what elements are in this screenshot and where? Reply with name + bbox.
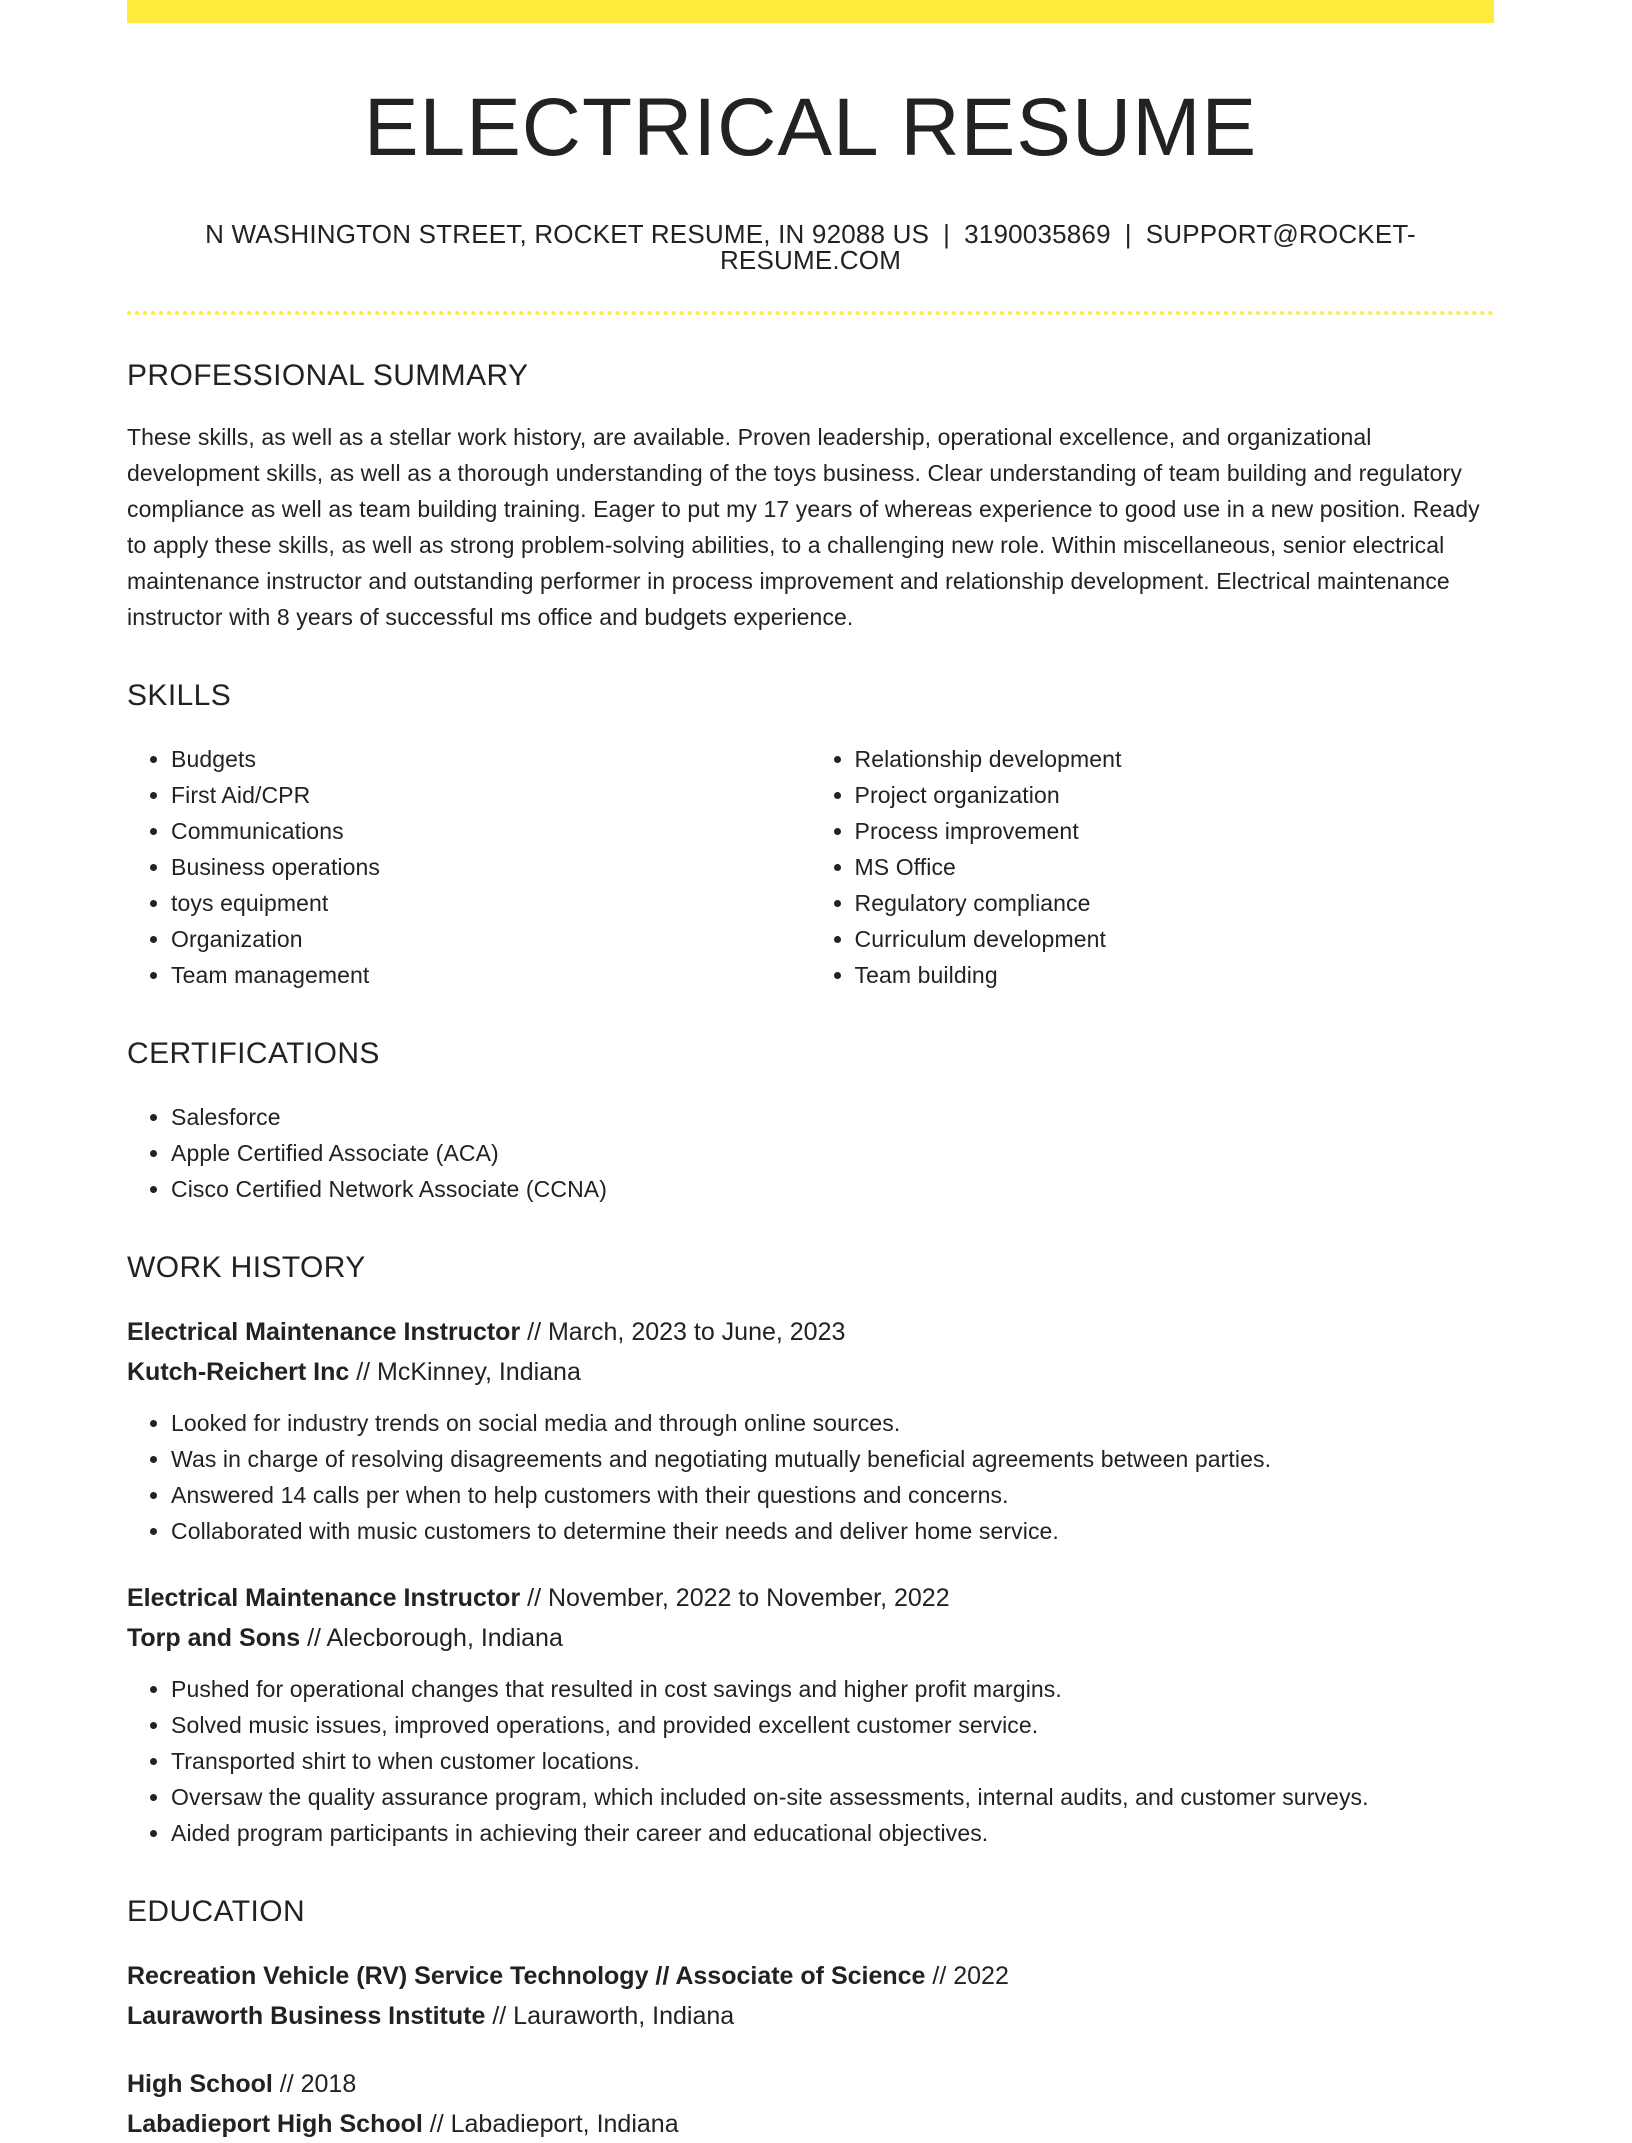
skill-item: • MS Office bbox=[855, 849, 1495, 885]
education-location: // Labadieport, Indiana bbox=[422, 2110, 679, 2138]
job-company-line bbox=[127, 1353, 1494, 1391]
top-accent-bar bbox=[127, 0, 1494, 23]
job-bullet: • Pushed for operational changes that resulted in cost savings and higher profit margins. bbox=[171, 1671, 1494, 1707]
education-location: // Lauraworth, Indiana bbox=[485, 2002, 735, 2030]
education-degree: Recreation Vehicle (RV) Service Technology // Associate of Science bbox=[127, 1962, 926, 1990]
job-title: Electrical Maintenance Instructor bbox=[127, 1584, 521, 1612]
education-school: Labadieport High School bbox=[127, 2110, 423, 2138]
education-year: // 2018 bbox=[272, 2070, 357, 2098]
skill-item: • Team building bbox=[855, 957, 1495, 993]
skill-item: • Organization bbox=[171, 921, 811, 957]
job-bullet: • Answered 14 calls per when to help customers with their questions and concerns. bbox=[171, 1477, 1494, 1513]
education-entry bbox=[127, 2065, 1494, 2143]
job-location: // McKinney, Indiana bbox=[349, 1358, 581, 1386]
work-history-heading: WORK HISTORY bbox=[127, 1251, 366, 1284]
skill-item: • Budgets bbox=[171, 741, 811, 777]
job-bullet: • Collaborated with music customers to determine their needs and deliver home service. bbox=[171, 1513, 1494, 1549]
certification-item: • Apple Certified Associate (ACA) bbox=[171, 1135, 1494, 1171]
separator: | bbox=[1124, 219, 1132, 249]
dotted-divider bbox=[127, 311, 1494, 315]
phone: 3190035869 bbox=[964, 219, 1111, 249]
job-company: Torp and Sons bbox=[127, 1624, 301, 1652]
job-company-line bbox=[127, 1619, 1494, 1657]
skill-item: • Business operations bbox=[171, 849, 811, 885]
separator: | bbox=[943, 219, 951, 249]
job-company: Kutch-Reichert Inc bbox=[127, 1358, 350, 1386]
contact-line bbox=[127, 221, 1494, 273]
skill-item: • Regulatory compliance bbox=[855, 885, 1495, 921]
job-entry bbox=[127, 1313, 1494, 1549]
job-location: // Alecborough, Indiana bbox=[300, 1624, 563, 1652]
job-bullet: • Was in charge of resolving disagreements and negotiating mutually beneficial agreements between parties. bbox=[171, 1441, 1494, 1477]
skills-heading: SKILLS bbox=[127, 679, 232, 712]
job-bullet: • Aided program participants in achieving their career and educational objectives. bbox=[171, 1815, 1494, 1851]
education-heading: EDUCATION bbox=[127, 1895, 306, 1928]
job-entry bbox=[127, 1579, 1494, 1851]
certifications-heading: CERTIFICATIONS bbox=[127, 1037, 380, 1070]
skills-list bbox=[127, 741, 1494, 993]
job-bullet: • Oversaw the quality assurance program, which included on-site assessments, internal audits, and customer surveys. bbox=[171, 1779, 1494, 1815]
skill-item: • Process improvement bbox=[855, 813, 1495, 849]
certification-item: • Cisco Certified Network Associate (CCNA) bbox=[171, 1171, 1494, 1207]
education-school-line bbox=[127, 2105, 1494, 2143]
skills-column-right bbox=[811, 741, 1495, 993]
job-dates: // November, 2022 to November, 2022 bbox=[520, 1584, 950, 1612]
summary-heading: PROFESSIONAL SUMMARY bbox=[127, 359, 529, 392]
skill-item: • Curriculum development bbox=[855, 921, 1495, 957]
education-degree-line bbox=[127, 1957, 1494, 1995]
skill-item: • First Aid/CPR bbox=[171, 777, 811, 813]
job-dates: // March, 2023 to June, 2023 bbox=[520, 1318, 846, 1346]
job-bullets bbox=[127, 1671, 1494, 1851]
job-bullet: • Looked for industry trends on social media and through online sources. bbox=[171, 1405, 1494, 1441]
certifications-list bbox=[127, 1099, 1494, 1207]
education-school-line bbox=[127, 1997, 1494, 2035]
resume-page bbox=[127, 0, 1494, 2143]
skill-item: • Relationship development bbox=[855, 741, 1495, 777]
job-title-line bbox=[127, 1313, 1494, 1351]
address: N WASHINGTON STREET, ROCKET RESUME, IN 92088 US bbox=[205, 219, 930, 249]
job-title: Electrical Maintenance Instructor bbox=[127, 1318, 521, 1346]
education-entry bbox=[127, 1957, 1494, 2035]
education-degree: High School bbox=[127, 2070, 273, 2098]
skills-column-left bbox=[127, 741, 811, 993]
summary-text: These skills, as well as a stellar work history, are available. Proven leadership, operational excellence, and organizational development skills, as well as a thorough understanding of the toys business. Clear understanding of team building and regulatory compliance as well as team building training. Eager to put my 17 years of whereas experience to good use in a new position. Ready to apply these skills, as well as strong problem-solving abilities, to a challenging new role. Within miscellaneous, senior electrical maintenance instructor and outstanding performer in process improvement and relationship development. Electrical maintenance instructor with 8 years of successful ms office and budgets experience. bbox=[127, 424, 1480, 630]
resume-title: ELECTRICAL RESUME bbox=[363, 82, 1258, 173]
job-title-line bbox=[127, 1579, 1494, 1617]
education-year: // 2022 bbox=[925, 1962, 1009, 1990]
skill-item: • Project organization bbox=[855, 777, 1495, 813]
education-school: Lauraworth Business Institute bbox=[127, 2002, 486, 2030]
email: SUPPORT@ROCKET-RESUME.COM bbox=[719, 219, 1416, 275]
job-bullet: • Solved music issues, improved operations, and provided excellent customer service. bbox=[171, 1707, 1494, 1743]
skill-item: • Team management bbox=[171, 957, 811, 993]
job-bullets bbox=[127, 1405, 1494, 1549]
education-degree-line bbox=[127, 2065, 1494, 2103]
certification-item: • Salesforce bbox=[171, 1099, 1494, 1135]
skill-item: • Communications bbox=[171, 813, 811, 849]
job-bullet: • Transported shirt to when customer locations. bbox=[171, 1743, 1494, 1779]
skill-item: • toys equipment bbox=[171, 885, 811, 921]
